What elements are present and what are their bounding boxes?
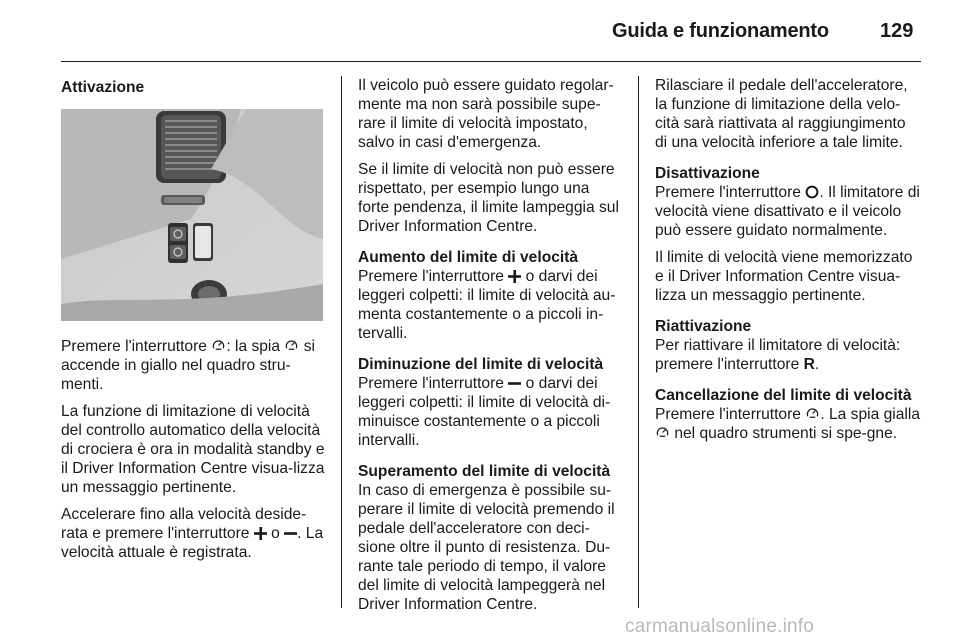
paragraph: Per riattivare il limitatore di velocità: premere l'interruttore R. <box>655 337 901 373</box>
circle-off-icon <box>805 185 819 199</box>
heading-aumento: Aumento del limite di velocità <box>358 249 579 266</box>
heading-riattivazione: Riattivazione <box>655 318 752 335</box>
page-number: 129 <box>880 20 914 42</box>
plus-icon <box>508 270 521 283</box>
column-divider <box>638 76 639 608</box>
paragraph: In caso di emergenza è possibile su-perare il limite di velocità premendo il pedale dell'acceleratore con deci-sione oltre il punto di resistenza. Du-rante tale periodo di tempo, il valore del limite di velocità lampeggerà nel Driver Information Centre. <box>358 482 615 613</box>
minus-icon <box>508 377 521 390</box>
switch-r-label: R <box>803 356 815 373</box>
plus-icon <box>254 527 267 540</box>
watermark: carmanualsonline.info <box>625 616 815 637</box>
speed-limiter-icon <box>655 425 670 440</box>
heading-disattivazione: Disattivazione <box>655 165 760 182</box>
column-1 <box>61 78 327 570</box>
paragraph: Accelerare fino alla velocità deside-rata e premere l'interruttore o . La velocità attuale è registrata. <box>61 506 324 561</box>
heading-superamento: Superamento del limite di velocità <box>358 463 611 480</box>
heading-attivazione: Attivazione <box>61 79 145 96</box>
air-vent <box>156 111 226 183</box>
limiter-switch <box>168 223 188 263</box>
paragraph: Se il limite di velocità non può essere rispettato, per esempio lungo una forte pendenza, il limite lampeggia sul Driver Information Centre. <box>358 161 619 235</box>
heading-cancellazione: Cancellazione del limite di velocità <box>655 387 912 404</box>
paragraph: Il limite di velocità viene memorizzato e il Driver Information Centre visua-lizza un messaggio pertinente. <box>655 249 913 304</box>
speed-limiter-icon <box>211 338 226 353</box>
paragraph: Premere l'interruttore . La spia gialla nel quadro strumenti si spe-gne. <box>655 406 921 442</box>
paragraph: Premere l'interruttore o darvi dei leggeri colpetti: il limite di velocità au-menta costantemente o a piccoli in-tervalli. <box>358 268 616 342</box>
paragraph: Il veicolo può essere guidato regolar-mente ma non sarà possibile supe-rare il limite di velocità impostato, salvo in casi d'emergenza. <box>358 77 614 151</box>
paragraph: Premere l'interruttore . Il limitatore di velocità viene disattivato e il veicolo può essere guidato normalmente. <box>655 184 920 239</box>
column-3 <box>655 76 921 451</box>
column-2 <box>358 76 624 622</box>
speed-limiter-icon <box>805 406 820 421</box>
column-divider <box>341 76 342 608</box>
paragraph: Premere l'interruttore o darvi dei leggeri colpetti: il limite di velocità di-minuisce costantemente o a piccoli intervalli. <box>358 375 611 449</box>
paragraph: Rilasciare il pedale dell'acceleratore, la funzione di limitazione della velo-cità sarà riattivata al raggiungimento di una velocità inferiore a tale limite. <box>655 77 908 151</box>
paragraph: La funzione di limitazione di velocità del controllo automatico della velocità di crociera è ora in modalità standby e il Driver Information Centre visua-lizza un messaggio pertinente. <box>61 403 325 496</box>
page-header-title: Guida e funzionamento <box>612 20 829 42</box>
header-divider <box>61 61 921 62</box>
minus-icon <box>284 527 297 540</box>
dashboard-switch-illustration <box>61 109 323 321</box>
heading-diminuzione: Diminuzione del limite di velocità <box>358 356 604 373</box>
paragraph: Premere l'interruttore : la spia si accende in giallo nel quadro stru-menti. <box>61 338 315 393</box>
speed-limiter-icon <box>284 338 299 353</box>
